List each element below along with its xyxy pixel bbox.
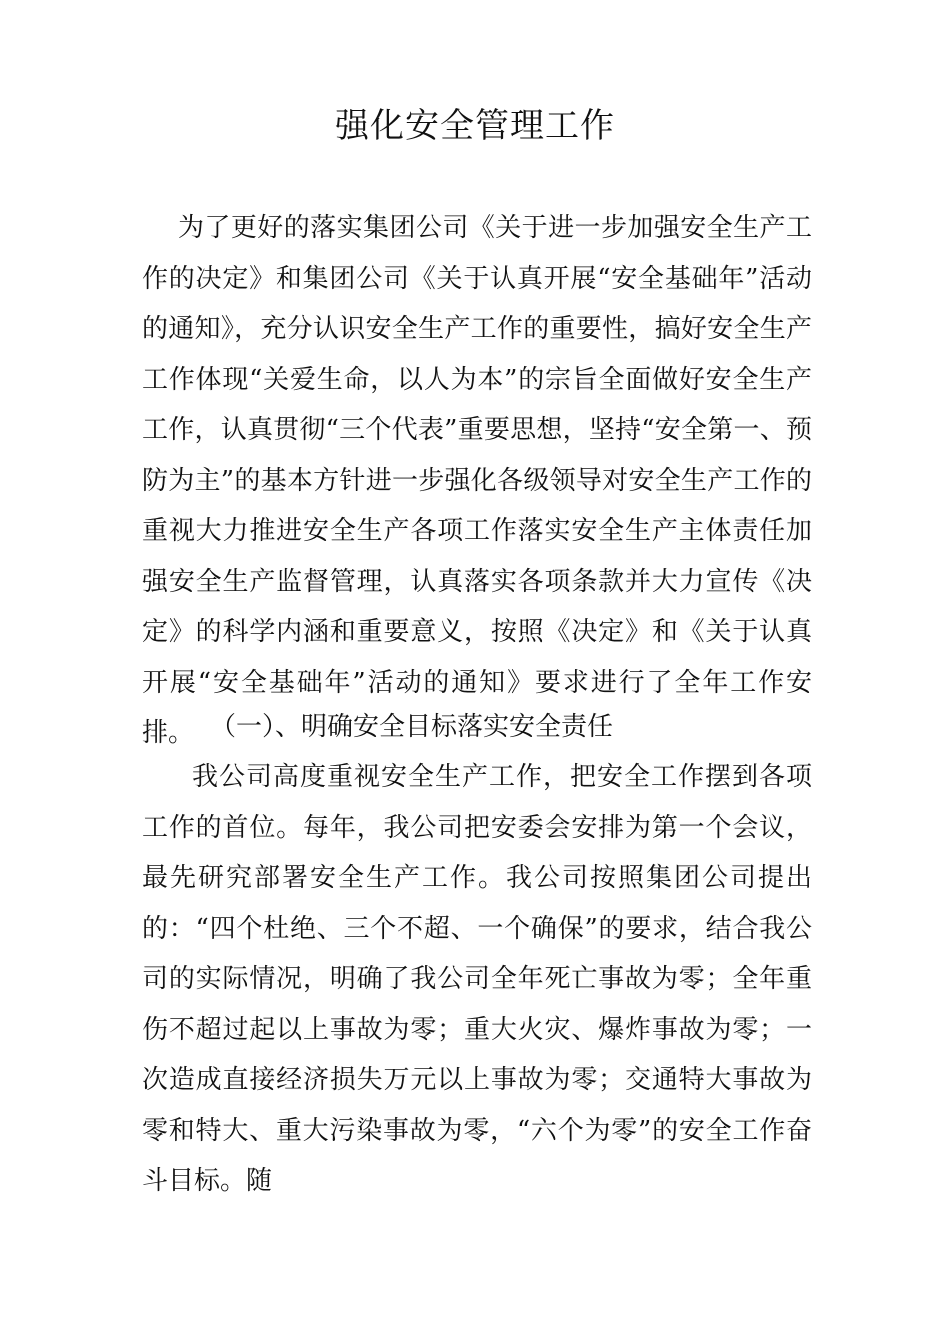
paragraph-safety-goals: 我公司高度重视安全生产工作，把安全工作摆到各项工作的首位。每年，我公司把安委会安排为第一个会议，最先研究部署安全生产工作。我公司按照集团公司提出的：“四个杜绝、三个不超、一个确保”的要求，结合我公司的实际情况，明确了我公司全年死亡事故为零；全年重伤不超过起以上事故为零；重大火灾、爆炸事故为零；一次造成直接经济损失万元以上事故为零；交通特大事故为零和特大、重大污染事故为零，“六个为零”的安全工作奋斗目标。随 (142, 762, 812, 1196)
section-heading: （一）、明确安全目标落实安全责任 (210, 712, 614, 742)
paragraph-intro: 为了更好的落实集团公司《关于进一步加强安全生产工作的决定》和集团公司《关于认真开展“安全基础年”活动的通知》，充分认识安全生产工作的重要性，搞好安全生产工作体现“关爱生命，以人为本”的宗旨全面做好安全生产工作，认真贯彻“三个代表”重要思想，坚持“安全第一、预防为主”的基本方针进一步强化各级领导对安全生产工作的重视大力推进安全生产各项工作落实安全生产主体责任加强安全生产监督管理，认真落实各项条款并大力宣传《决定》的科学内涵和重要意义，按照《决定》和《关于认真开展“安全基础年”活动的通知》要求进行了全年工作安排。 (142, 213, 812, 748)
document-title: 强化安全管理工作 (335, 106, 615, 146)
